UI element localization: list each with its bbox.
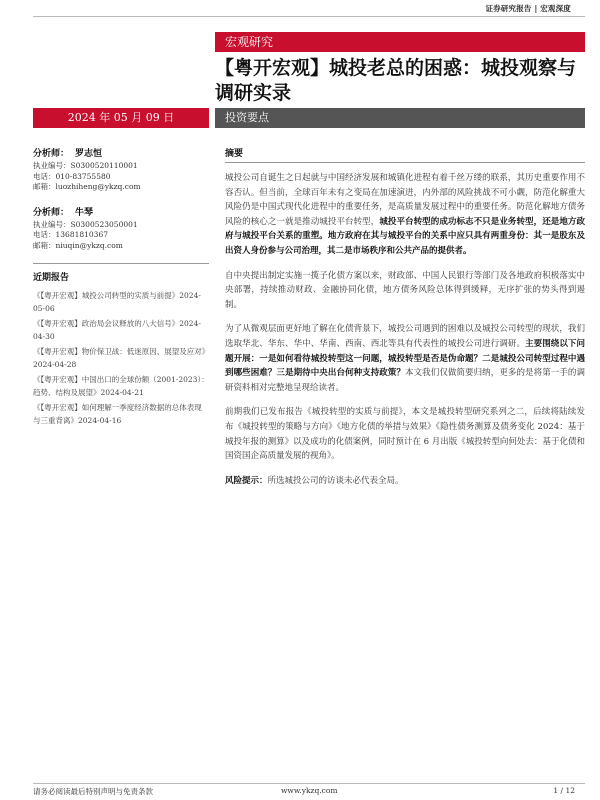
risk-label: 风险提示： — [225, 475, 268, 486]
footer-website[interactable]: www.ykzq.com — [281, 786, 338, 795]
analyst-email[interactable]: 邮箱：niuqin@ykzq.com — [33, 240, 123, 250]
analyst-role: 分析师： — [33, 207, 70, 218]
risk-warning — [225, 474, 585, 489]
footer-disclaimer: 请务必阅读最后特别声明与免责条款 — [33, 787, 153, 796]
analyst-heading — [33, 205, 209, 218]
analyst-card — [33, 205, 209, 252]
page-number: 1 / 12 — [553, 786, 575, 795]
recent-report-link[interactable]: 《【粤开宏观】城投公司转型的实质与前提》2024-05-06 — [33, 291, 201, 313]
page-footer — [33, 786, 585, 798]
analyst-name: 罗志恒 — [75, 149, 103, 159]
header-divider — [33, 16, 585, 17]
summary-section — [225, 146, 585, 498]
summary-highlight: 城投平台转型的成功标志不只是业务转型，还是地方政府与城投平台关系的重塑。地方政府在其与城投平台的关系中应只具有两重身份：其一是股东及出资人身份参与公司治理，其二是市场秩序和公共产品的提供者。 — [225, 216, 585, 256]
recent-report-link[interactable]: 《【粤开宏观】中国出口的全球份额（2001-2023）：趋势、结构及展望》2024-04-21 — [33, 375, 209, 397]
recent-reports-title: 近期报告 — [33, 273, 70, 283]
summary-paragraph-2: 自中央提出制定实施一揽子化债方案以来，财政部、中国人民银行等部门及各地政府积极落实中央部署，持续推动财政、金融协同化债，地方债务风险总体得到缓释，无序扩张的势头得到遏制。 — [225, 270, 585, 310]
recent-report-link[interactable]: 《【粤开宏观】如何理解一季度经济数据的总体表现与三重背离》2024-04-16 — [33, 403, 202, 425]
analyst-name: 牛琴 — [75, 207, 94, 218]
summary-title: 摘要 — [225, 146, 585, 163]
summary-paragraph-3 — [225, 322, 585, 395]
section-label: 投资要点 — [215, 108, 585, 128]
analyst-role: 分析师： — [33, 149, 70, 159]
analyst-phone: 电话：13681810367 — [33, 230, 108, 239]
analyst-email[interactable]: 邮箱：luozhiheng@ykzq.com — [33, 182, 141, 191]
analyst-license: 执业编号：S0300523050001 — [33, 219, 138, 229]
report-date: 2024 年 05 月 09 日 — [33, 108, 209, 128]
recent-reports — [33, 263, 209, 427]
report-category: 证券研究报告 | 宏观深度 — [485, 4, 571, 13]
summary-text: 为了从微观层面更好地了解在化债背景下，城投公司遇到的困难以及城投公司转型的现状，我们选取华北、华东、华中、华南、西南、西北等具有代表性的城投公司进行调研。 — [225, 324, 585, 349]
analyst-heading — [33, 146, 209, 159]
summary-paragraph-1 — [225, 171, 585, 259]
series-banner: 宏观研究 — [215, 32, 585, 52]
analyst-card — [33, 146, 209, 193]
summary-text: 城投公司自诞生之日起就与中国经济发展和城镇化进程有着千丝万缕的联系，其历史重要作用不容否认。但当前，全球百年未有之变局在加速演进，内外部的风险挑战不可小觑，防范化解重大风险仍是中国式现代化进程中的重要任务，是高质量发展过程中的重要任务。防范化解地方债务风险的核心之一就是推动城投平台转型， — [225, 173, 585, 227]
footer-divider — [33, 783, 585, 784]
report-title: 【粤开宏观】城投老总的困惑：城投观察与调研实录 — [215, 57, 577, 104]
analyst-license: 执业编号：S0300520110001 — [33, 161, 138, 170]
summary-text: 本文我们仅做简要归纳，更多的是将第一手的调研资料相对完整地呈现给读者。 — [225, 368, 585, 393]
summary-highlight: 主要围绕以下问题开展：一是如何看待城投转型这一问题，城投转型是否是伪命题？二是城投公司转型过程中遇到哪些困难？三是期待中央出台何种支持政策？ — [225, 338, 585, 379]
analyst-phone: 电话：010-83755580 — [33, 171, 111, 181]
recent-report-link[interactable]: 《【粤开宏观】物价保卫战：低迷原因、展望及应对》2024-04-28 — [33, 347, 206, 369]
recent-report-link[interactable]: 《【粤开宏观】政治局会议释放的八大信号》2024-04-30 — [33, 319, 201, 341]
summary-paragraph-4: 前期我们已发布报告《城投转型的实质与前提》，本文是城投转型研究系列之二，后续将陆续发布《城投转型的策略与方向》《地方化债的举措与效果》《隐性债务测算及债务变化 2024：基于城投年报的测算》以及成功的化债案例，同时预计在 6 月出版《城投转型向何处去：基于化债和国资国企高质量发展的视角》。 — [225, 407, 585, 462]
sidebar — [33, 146, 209, 429]
risk-text: 所选城投公司的访谈未必代表全局。 — [267, 475, 404, 486]
